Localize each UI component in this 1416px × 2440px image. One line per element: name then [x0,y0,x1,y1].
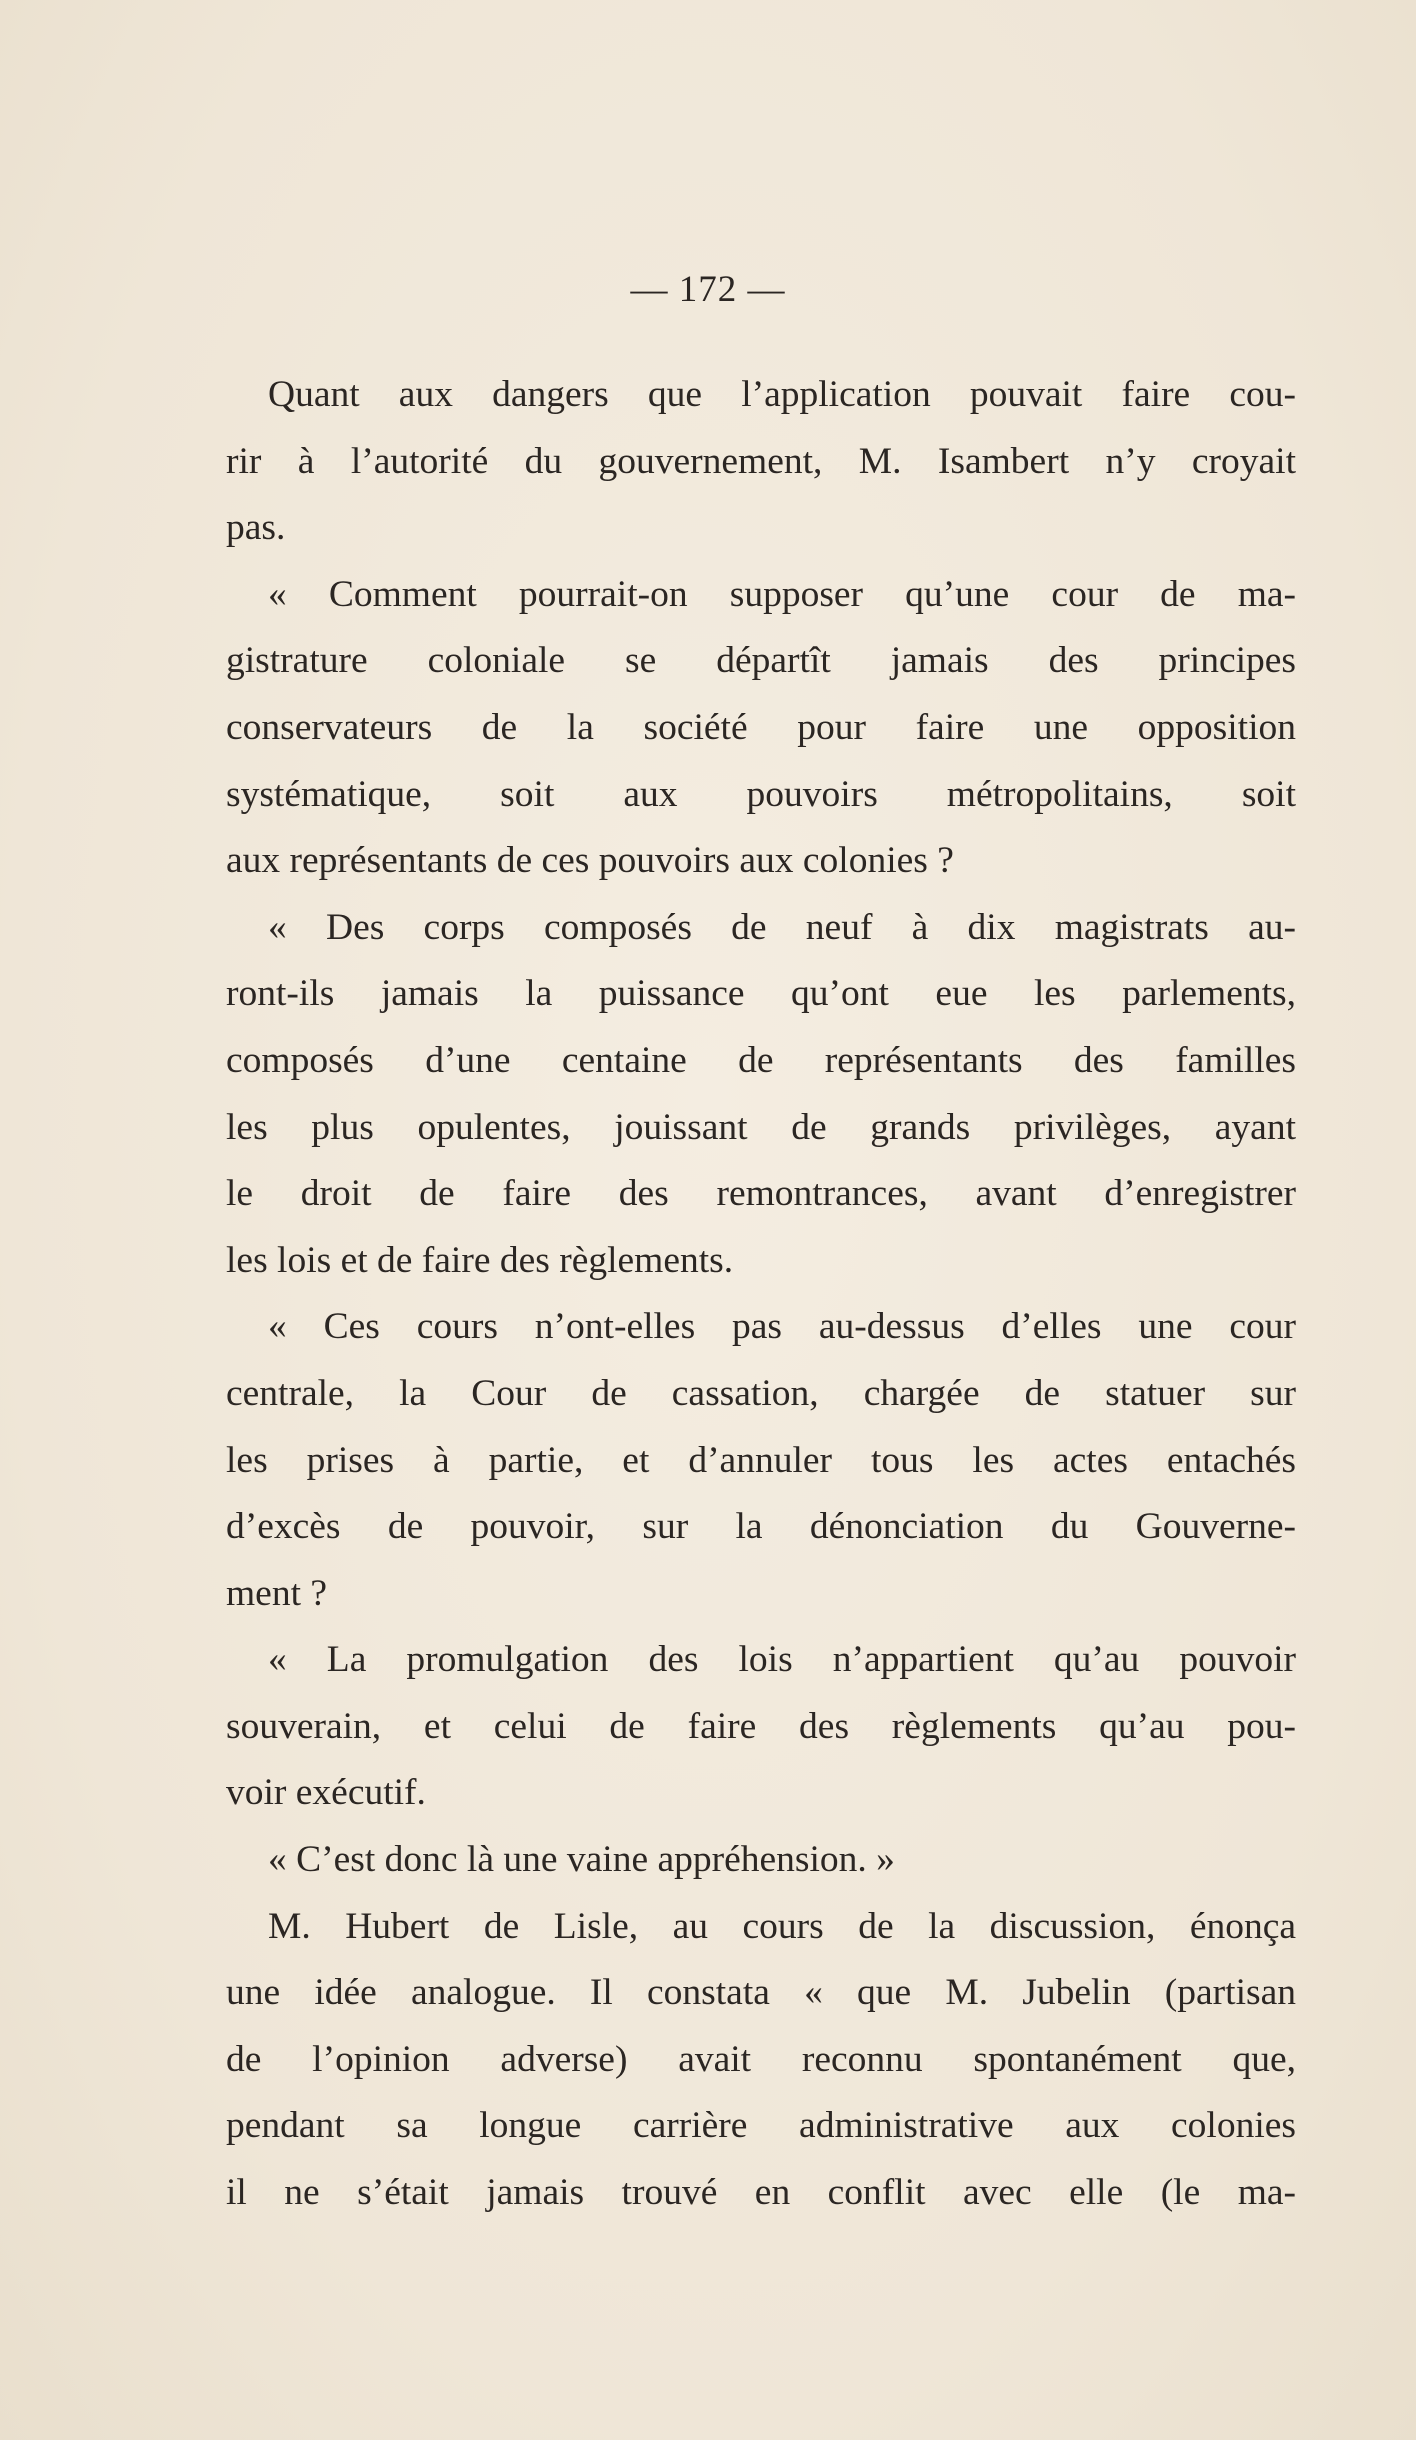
text-line: de l’opinion adverse) avait reconnu spontanément que, [226,2038,1296,2080]
text-line: pas. [226,507,286,549]
text-line: souverain, et celui de faire des règlements qu’au pou- [226,1705,1296,1747]
text-line: conservateurs de la société pour faire une opposition [226,706,1296,748]
page-number: — 172 — [630,269,786,310]
text-line: Quant aux dangers que l’application pouvait faire cou- [268,374,1296,415]
text-line: le droit de faire des remontrances, avant d’enregistrer [226,1173,1296,1215]
text-line: « C’est donc là une vaine appréhension. » [268,1839,895,1881]
text-line: « Des corps composés de neuf à dix magistrats au- [268,906,1296,948]
text-line: voir exécutif. [226,1772,426,1814]
text-line: M. Hubert de Lisle, au cours de la discussion, énonça [268,1905,1296,1947]
text-line: « Ces cours n’ont-elles pas au-dessus d’elles une cour [268,1306,1296,1348]
body-text [226,362,1296,2227]
text-line: « La promulgation des lois n’appartient qu’au pouvoir [268,1639,1296,1681]
text-line: « Comment pourrait-on supposer qu’une cour de ma- [268,573,1296,615]
text-line: pendant sa longue carrière administrative aux colonies [226,2105,1296,2147]
text-line: une idée analogue. Il constata « que M. Jubelin (partisan [226,1972,1296,2014]
text-line: d’excès de pouvoir, sur la dénonciation du Gouverne- [226,1506,1296,1548]
text-line: il ne s’était jamais trouvé en conflit avec elle (le ma- [226,2172,1296,2214]
text-line: systématique, soit aux pouvoirs métropolitains, soit [226,773,1296,815]
text-line: ront-ils jamais la puissance qu’ont eue les parlements, [226,973,1296,1015]
text-line: centrale, la Cour de cassation, chargée de statuer sur [226,1372,1296,1414]
text-line: aux représentants de ces pouvoirs aux colonies ? [226,840,954,882]
text-line: les prises à partie, et d’annuler tous les actes entachés [226,1439,1296,1481]
text-line: rir à l’autorité du gouvernement, M. Isambert n’y croyait [226,440,1296,482]
text-line: ment ? [226,1572,328,1614]
text-line: les plus opulentes, jouissant de grands privilèges, ayant [226,1106,1296,1148]
text-line: les lois et de faire des règlements. [226,1239,734,1281]
text-line: gistrature coloniale se départît jamais des principes [226,640,1296,682]
text-line: composés d’une centaine de représentants des familles [226,1039,1296,1081]
